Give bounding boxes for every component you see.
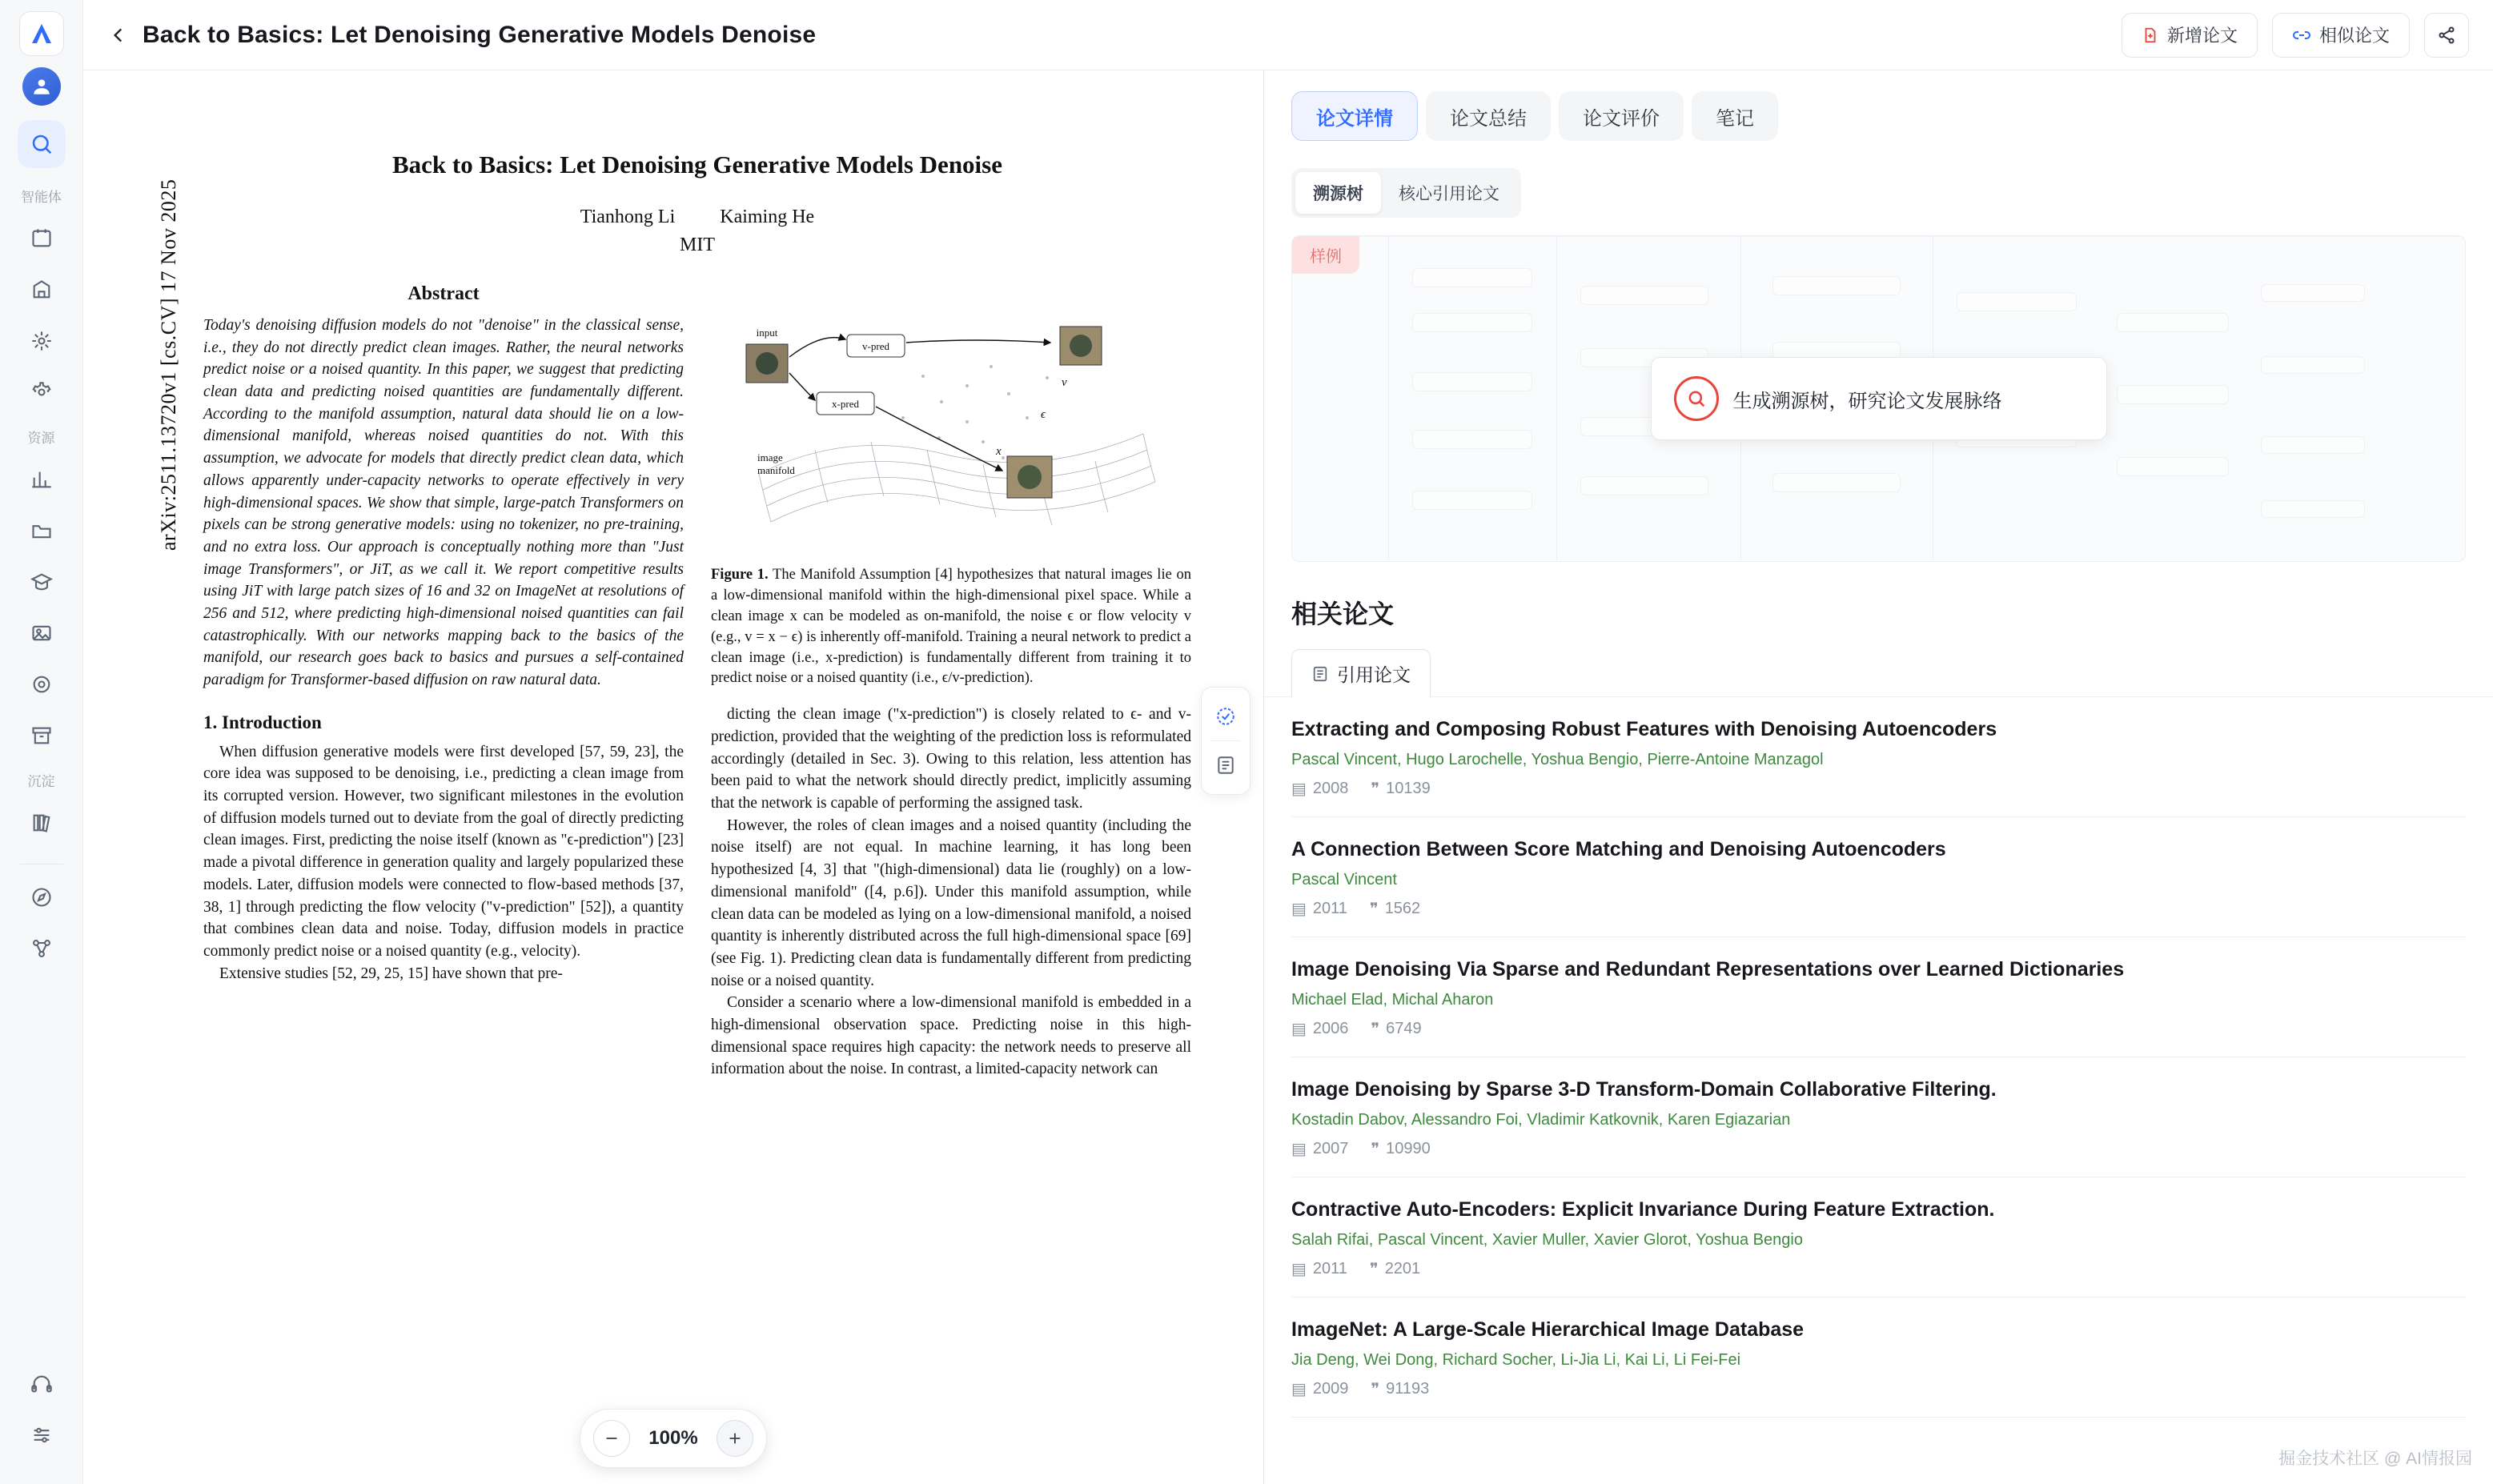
author: Kostadin Dabov: [1291, 1111, 1403, 1129]
arxiv-stamp: arXiv:2511.13720v1 [cs.CV] 17 Nov 2025: [157, 178, 180, 551]
sidebar-item-agent-3[interactable]: [18, 319, 66, 363]
author: Pascal Vincent: [1377, 1231, 1483, 1249]
list-item[interactable]: [1291, 697, 2466, 817]
paper-year: ▤ 2008: [1291, 780, 1349, 798]
paper-title[interactable]: Extracting and Composing Robust Features with Denoising Autoencoders: [1291, 718, 1997, 740]
svg-text:x-pred: x-pred: [832, 398, 859, 410]
link-icon: [2292, 26, 2311, 45]
pdf-author-2: Kaiming He: [720, 207, 815, 227]
watermark: 掘金技术社区 @ AI情报园: [2278, 1450, 2472, 1468]
paper-meta: [1291, 1379, 2466, 1399]
quote-icon: ❞: [1369, 1261, 1379, 1278]
pdf-columns: [203, 283, 1191, 1081]
author: Wei Dong: [1363, 1351, 1434, 1369]
right-paragraph-1: dicting the clean image ("x-prediction") is closely related to ϵ- and v-prediction, provided that the weighting of the prediction loss is reformulated accordingly (detailed in Sec. 3). Owing to this relation, less attention has been paid to what the network should directly predict, implicitly assuming that the network is capable of performing the assigned task.: [711, 706, 1191, 812]
sidebar-item-resource-archive[interactable]: [18, 714, 66, 757]
paper-title[interactable]: Contractive Auto-Encoders: Explicit Invariance During Feature Extraction.: [1291, 1198, 1995, 1221]
similar-papers-button[interactable]: [2272, 13, 2410, 58]
detail-tabs: [1264, 70, 2493, 147]
sidebar-item-resource-target[interactable]: [18, 663, 66, 706]
quote-icon: ❞: [1371, 1141, 1380, 1158]
pdf-side-toolbar: [1201, 687, 1251, 795]
pdf-page: [83, 70, 1263, 1484]
subtab-origin-tree[interactable]: 溯源树: [1295, 172, 1381, 214]
author: Kai Li: [1624, 1351, 1665, 1369]
paper-meta: [1291, 1139, 2466, 1159]
paper-citations: ❞ 2201: [1369, 1260, 1421, 1278]
back-chevron-icon[interactable]: [102, 19, 134, 51]
right-paragraph-3: Consider a scenario where a low-dimensional manifold is embedded in a high-dimensional observation space. Predicting noise in this high-dimensional space requires high capacity: the network needs to preserve all information about the noise. In contrast, a limited-capacity network can: [711, 994, 1191, 1078]
author: Alessandro Foi: [1411, 1111, 1519, 1129]
zoom-out-button[interactable]: [593, 1420, 630, 1457]
related-papers-title: 相关论文: [1291, 600, 1395, 628]
topbar-actions: [2122, 13, 2469, 58]
tab-paper-review[interactable]: 论文评价: [1559, 91, 1684, 141]
paper-title[interactable]: Image Denoising Via Sparse and Redundant Representations over Learned Dictionaries: [1291, 958, 2125, 981]
author: Yoshua Bengio: [1531, 751, 1639, 768]
author: Xavier Muller: [1491, 1231, 1585, 1249]
paper-title[interactable]: A Connection Between Score Matching and Denoising Autoencoders: [1291, 838, 1946, 860]
paper-year: ▤ 2009: [1291, 1380, 1349, 1398]
author: Richard Socher: [1442, 1351, 1552, 1369]
sidebar-item-resource-chart[interactable]: [18, 458, 66, 501]
author: Salah Rifai: [1291, 1231, 1369, 1249]
quote-icon: ❞: [1371, 1021, 1380, 1038]
tab-cited-papers[interactable]: [1291, 649, 1431, 697]
origin-tree-preview[interactable]: [1291, 235, 2466, 562]
paper-meta: [1291, 899, 2466, 919]
figure-1-caption-text: The Manifold Assumption [4] hypothesizes that natural images lie on a low-dimensional manifold within the high-dimensional pixel space. While a clean image x can be modeled as on-manifold, the noise ϵ or flow velocity v (e.g., v = x − ϵ) is inherently off-manifold. Training a neural network to predict a clean image (i.e., x-prediction) is fundamentally different from training it to predict noise or a noised quantity (i.e., ϵ/v-prediction).: [711, 567, 1191, 687]
app-logo-icon[interactable]: [19, 11, 64, 56]
svg-text:v-pred: v-pred: [862, 340, 889, 352]
zoom-toolbar: [580, 1409, 767, 1468]
intro-paragraph-1: When diffusion generative models were first developed [57, 59, 23], the core idea was supposed to be denoising, i.e., predicting a clean image from its corrupted version. However, two significant milestones in the evolution of diffusion models turned out to deviate from the goal of directly predicting clean images. First, predicting the noise itself (known as "ϵ-prediction") [23] made a pivotal difference in generation quality and largely popularized these models. Later, diffusion models were connected to flow-based methods [37, 38, 1] through predicting the flow velocity ("v-prediction" [52]), a quantity that combines clean data and noise. Today, diffusion models in practice commonly predict noise or a noised quantity (e.g., velocity).: [203, 743, 684, 960]
subtabs-wrapper: [1264, 147, 2493, 218]
paper-citations: ❞ 91193: [1371, 1380, 1430, 1398]
list-item[interactable]: [1291, 937, 2466, 1057]
sidebar-item-resource-education[interactable]: [18, 560, 66, 604]
add-paper-icon: [2142, 26, 2159, 44]
tab-paper-detail[interactable]: 论文详情: [1291, 91, 1418, 141]
svg-text:v: v: [1062, 376, 1067, 389]
svg-text:ϵ: ϵ: [1041, 408, 1046, 421]
intro-heading: 1. Introduction: [203, 712, 322, 732]
subtab-core-citations[interactable]: 核心引用论文: [1399, 185, 1499, 203]
figure-1-caption: [711, 565, 1191, 689]
paper-meta: [1291, 779, 2466, 799]
paper-citations: ❞ 10139: [1371, 780, 1431, 798]
toolbar-divider: [1210, 740, 1241, 741]
svg-text:x: x: [996, 445, 1002, 458]
q-logo-icon: [1674, 376, 1719, 421]
sidebar-item-settings[interactable]: [18, 1414, 66, 1457]
pdf-affiliation: MIT: [680, 235, 715, 255]
check-circle-icon[interactable]: [1208, 697, 1243, 736]
generate-origin-tree-button[interactable]: [1651, 357, 2107, 440]
author: Hugo Larochelle: [1406, 751, 1523, 768]
user-avatar[interactable]: [22, 67, 61, 106]
pdf-author-1: Tianhong Li: [580, 207, 676, 227]
pdf-column-left: [203, 283, 684, 1081]
add-paper-button[interactable]: [2122, 13, 2258, 58]
zoom-level: 100%: [648, 1427, 698, 1449]
figure-1-label: Figure 1.: [711, 567, 769, 583]
sidebar-item-search[interactable]: [18, 120, 66, 168]
paper-authors: Jia Deng, Wei Dong, Richard Socher, Li-Jia Li, Kai Li, Li Fei-Fei: [1291, 1351, 1741, 1369]
calendar-icon: ▤: [1291, 1141, 1307, 1158]
tab-cited-papers-label: 引用论文: [1337, 664, 1411, 685]
author: Li-Jia Li: [1560, 1351, 1616, 1369]
list-item[interactable]: [1291, 1057, 2466, 1177]
sidebar-item-compass[interactable]: [18, 876, 66, 919]
content-split: [83, 70, 2493, 1484]
author: Li Fei-Fei: [1673, 1351, 1741, 1369]
paper-year: ▤ 2006: [1291, 1020, 1349, 1038]
add-paper-label: 新增论文: [2166, 26, 2238, 46]
author: Yoshua Bengio: [1696, 1231, 1803, 1249]
paper-meta: [1291, 1019, 2466, 1039]
quote-icon: ❞: [1369, 900, 1379, 918]
page-title: Back to Basics: Let Denoising Generative Models Denoise: [143, 21, 817, 48]
document-icon: [1311, 665, 1329, 683]
paper-title[interactable]: Image Denoising by Sparse 3-D Transform-Domain Collaborative Filtering.: [1291, 1078, 1997, 1101]
paper-year: ▤ 2011: [1291, 900, 1347, 918]
sidebar-item-agent-4[interactable]: [18, 371, 66, 414]
similar-papers-label: 相似论文: [2318, 26, 2390, 46]
figure-1-image: [711, 290, 1191, 554]
quote-icon: ❞: [1371, 1381, 1380, 1398]
tab-notes[interactable]: 笔记: [1692, 91, 1778, 141]
list-item[interactable]: [1291, 1297, 2466, 1418]
author: Pascal Vincent: [1291, 751, 1397, 768]
abstract-heading: Abstract: [407, 283, 480, 304]
paper-authors: Michael Elad, Michal Aharon: [1291, 991, 1494, 1009]
calendar-icon: ▤: [1291, 780, 1307, 798]
related-paper-list[interactable]: [1264, 697, 2493, 1484]
quote-icon: ❞: [1371, 780, 1380, 798]
paper-authors: Pascal Vincent, Hugo Larochelle, Yoshua Bengio, Pierre-Antoine Manzagol: [1291, 751, 1824, 768]
citation-tab-row: [1264, 631, 2493, 697]
sidebar-item-support[interactable]: [18, 1362, 66, 1406]
paper-citations: ❞ 6749: [1371, 1020, 1422, 1038]
sample-badge: 样例: [1292, 236, 1359, 274]
sidebar-item-extensions[interactable]: [18, 927, 66, 970]
list-item[interactable]: [1291, 1177, 2466, 1297]
abstract-text: Today's denoising diffusion models do not "denoise" in the classical sense, i.e., they do not directly predict clean images. Rather, the neural networks predict noise or a noised quantity. In this paper, we suggest that predicting clean data and predicting noised quantities are fundamentally different. According to the manifold assumption, natural data should lie on a low-dimensional manifold, whereas noised quantities do not. With this assumption, we advocate for models that directly predict clean data, which allows apparently under-capacity networks to operate effectively in very high-dimensional spaces. We show that simple, large-patch Transformers on pixels can be strong generative models: using no tokenizer, no pre-training, and no extra loss. Our approach is conceptually nothing more than "Just image Transformers", or JiT, as we call it. We report competitive results using JiT with large patch sizes of 16 and 32 on ImageNet at resolutions of 256 and 512, where predicting high-dimensional noised quantities can fail catastrophically. With our networks mapping back to the basics of the manifold, our research goes back to basics and pursues a self-contained paradigm for Transformer-based diffusion on raw natural data.: [203, 317, 684, 688]
rail-section-label-resources: 资源: [27, 431, 55, 446]
subtabs-group: [1291, 168, 1521, 218]
paper-citations: ❞ 1562: [1369, 900, 1421, 918]
right-paragraph-2: However, the roles of clean images and a noised quantity (including the noise itself) are not equal. In machine learning, it has long been hypothesized [4, 3] that "(high-dimensional) data lie (roughly) on a low-dimensional manifold" ([4, p.6]). Under this manifold assumption, while clean data can be modeled as lying on a low-dimensional manifold, a noised quantity is inherently distributed across the full high-dimensional space [69] (see Fig. 1). Predicting clean data is fundamentally different from predicting noise or a noised quantity.: [711, 816, 1191, 989]
sidebar-item-library[interactable]: [18, 801, 66, 844]
paper-year: ▤ 2011: [1291, 1260, 1347, 1278]
list-item[interactable]: [1291, 817, 2466, 937]
sidebar-item-resource-folder[interactable]: [18, 509, 66, 552]
paper-title[interactable]: ImageNet: A Large-Scale Hierarchical Image Database: [1291, 1318, 1805, 1341]
paper-authors: Kostadin Dabov, Alessandro Foi, Vladimir Katkovnik, Karen Egiazarian: [1291, 1111, 1791, 1129]
paper-meta: [1291, 1259, 2466, 1279]
detail-pane: [1264, 70, 2493, 1484]
author: Xavier Glorot: [1593, 1231, 1688, 1249]
calendar-icon: ▤: [1291, 900, 1307, 918]
tab-paper-summary[interactable]: 论文总结: [1426, 91, 1551, 141]
rail-section-label-precipitate: 沉淀: [27, 774, 55, 789]
sidebar-item-agent-2[interactable]: [18, 268, 66, 311]
svg-text:input: input: [756, 327, 778, 339]
svg-text:manifold: manifold: [757, 464, 795, 476]
paper-authors: Salah Rifai, Pascal Vincent, Xavier Muller, Xavier Glorot, Yoshua Bengio: [1291, 1231, 1803, 1249]
summary-icon[interactable]: [1208, 746, 1243, 784]
calendar-icon: ▤: [1291, 1021, 1307, 1038]
pdf-column-right: [711, 283, 1191, 1081]
author: Pascal Vincent: [1291, 871, 1397, 888]
author: Michael Elad: [1291, 991, 1383, 1009]
main-area: [83, 0, 2493, 1484]
intro-paragraph-2: Extensive studies [52, 29, 25, 15] have shown that pre-: [219, 965, 563, 982]
paper-year: ▤ 2007: [1291, 1140, 1349, 1158]
author: Karen Egiazarian: [1667, 1111, 1791, 1129]
share-icon[interactable]: [2424, 13, 2469, 58]
svg-text:image: image: [757, 451, 783, 463]
top-bar: [83, 0, 2493, 70]
author: Vladimir Katkovnik: [1527, 1111, 1659, 1129]
sidebar-item-agent-1[interactable]: [18, 217, 66, 260]
calendar-icon: ▤: [1291, 1381, 1307, 1398]
rail-section-label-agents: 智能体: [21, 190, 62, 205]
left-icon-rail: [0, 0, 83, 1484]
calendar-icon: ▤: [1291, 1261, 1307, 1278]
author: Michal Aharon: [1391, 991, 1494, 1009]
pdf-authors: [203, 207, 1191, 228]
author: Pierre-Antoine Manzagol: [1647, 751, 1824, 768]
rail-bottom-group: [18, 1362, 66, 1484]
paper-citations: ❞ 10990: [1371, 1140, 1431, 1158]
pdf-paper-title: Back to Basics: Let Denoising Generative Models Denoise: [391, 150, 1002, 178]
generate-origin-tree-label: 生成溯源树，研究论文发展脉络: [1732, 390, 2002, 412]
pdf-viewer[interactable]: [83, 70, 1264, 1484]
paper-authors: [1291, 871, 2466, 889]
zoom-in-button[interactable]: [717, 1420, 753, 1457]
sidebar-item-resource-image[interactable]: [18, 612, 66, 655]
author: Jia Deng: [1291, 1351, 1355, 1369]
